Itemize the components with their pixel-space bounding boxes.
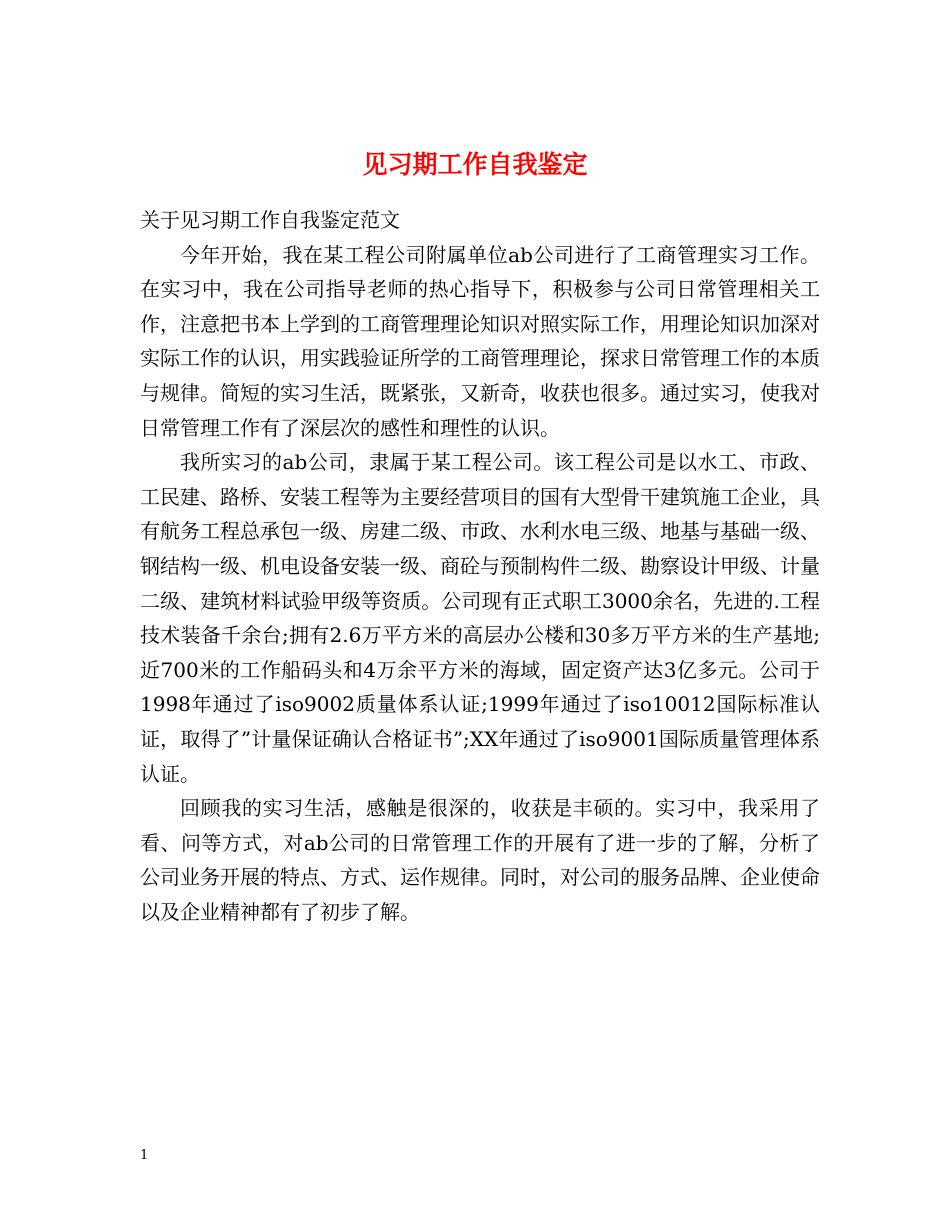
paragraph-2: 我所实习的ab公司，隶属于某工程公司。该工程公司是以水工、市政、工民建、路桥、安装工程等为主要经营项目的国有大型骨干建筑施工企业，具有航务工程总承包一级、房建二级、市政、水利水电三级、地基与基础一级、钢结构一级、机电设备安装一级、商砼与预制构件二级、勘察设计甲级、计量二级、建筑材料试验甲级等资质。公司现有正式职工3000余名，先进的.工程技术装备千余台;拥有2.6万平方米的高层办公楼和30多万平方米的生产基地;近700米的工作船码头和4万余平方米的海域，固定资产达3亿多元。公司于1998年通过了iso9002质量体系认证;1999年通过了iso10012国际标准认证，取得了”计量保证确认合格证书”;XX年通过了iso9001国际质量管理体系认证。 <box>140 450 820 786</box>
page-number: 1 <box>140 1148 149 1163</box>
paragraph-3: 回顾我的实习生活，感触是很深的，收获是丰硕的。实习中，我采用了看、问等方式，对ab公司的日常管理工作的开展有了进一步的了解，分析了公司业务开展的特点、方式、运作规律。同时，对公司的服务品牌、企业使命以及企业精神都有了初步了解。 <box>140 796 820 924</box>
document-title: 见习期工作自我鉴定 <box>362 149 588 179</box>
document-subtitle: 关于见习期工作自我鉴定范文 <box>140 208 400 232</box>
document-body <box>140 203 820 929</box>
paragraph-1: 今年开始，我在某工程公司附属单位ab公司进行了工商管理实习工作。在实习中，我在公司指导老师的热心指导下，积极参与公司日常管理相关工作，注意把书本上学到的工商管理理论知识对照实际工作，用理论知识加深对实际工作的认识，用实践验证所学的工商管理理论，探求日常管理工作的本质与规律。简短的实习生活，既紧张，又新奇，收获也很多。通过实习，使我对日常管理工作有了深层次的感性和理性的认识。 <box>140 242 820 440</box>
